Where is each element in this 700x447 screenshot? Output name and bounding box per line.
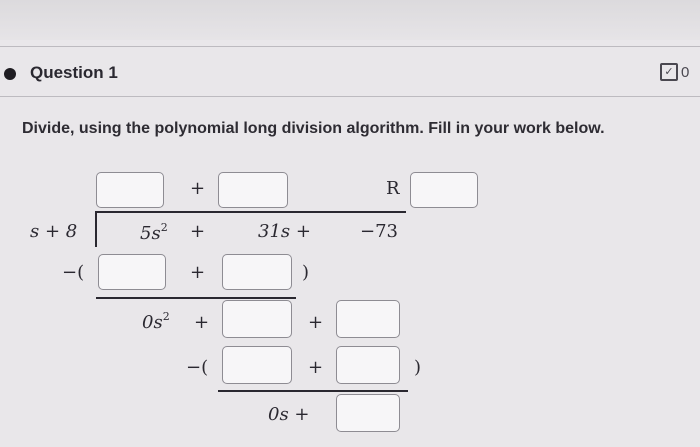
subtract1-plus: + — [190, 262, 206, 283]
remainder-input[interactable] — [410, 172, 478, 208]
instructions: Divide, using the polynomial long division algorithm. Fill in your work below. — [22, 120, 605, 137]
quotient-plus: + — [190, 178, 206, 199]
row2-plus: + — [194, 312, 210, 333]
score-indicator — [660, 63, 689, 81]
row2-term1: $0s^2$ — [142, 310, 170, 333]
row2-term2-input[interactable] — [222, 300, 292, 338]
close-paren-1: ) — [302, 262, 310, 283]
minus-open-1: −( — [62, 262, 85, 283]
dividend-term2: 31s + — [258, 221, 311, 242]
subtract1-term1-input[interactable] — [98, 254, 166, 290]
score-value: 0 — [681, 63, 690, 81]
subtract1-term2-input[interactable] — [222, 254, 292, 290]
subtract2-term1-input[interactable] — [222, 346, 292, 384]
row3-term: 0s + — [268, 404, 310, 425]
dividend-term1: $5s^2$ — [140, 221, 168, 244]
bullet-dot-icon — [4, 68, 16, 80]
row2-plus-2: + — [308, 312, 324, 333]
subtract2-plus: + — [308, 357, 324, 378]
divisor: s + 8 — [30, 221, 78, 242]
subtract2-underline — [218, 390, 408, 392]
row2-term3-input[interactable] — [336, 300, 400, 338]
checkbox-icon: ✓ — [660, 63, 678, 81]
subtract2-term2-input[interactable] — [336, 346, 400, 384]
quotient-term2-input[interactable] — [218, 172, 288, 208]
quotient-term1-input[interactable] — [96, 172, 164, 208]
division-bracket — [95, 211, 97, 247]
dividend-term3: −73 — [360, 221, 398, 242]
final-remainder-input[interactable] — [336, 394, 400, 432]
divider-top — [0, 46, 700, 47]
division-bar — [96, 211, 406, 213]
divider-bottom — [0, 96, 700, 97]
subtract1-underline — [96, 297, 296, 299]
minus-open-2: −( — [186, 357, 209, 378]
remainder-label: R — [386, 178, 400, 199]
dividend-plus: + — [190, 221, 206, 242]
close-paren-2: ) — [414, 357, 422, 378]
top-banner — [0, 0, 700, 40]
question-title: Question 1 — [30, 63, 118, 82]
